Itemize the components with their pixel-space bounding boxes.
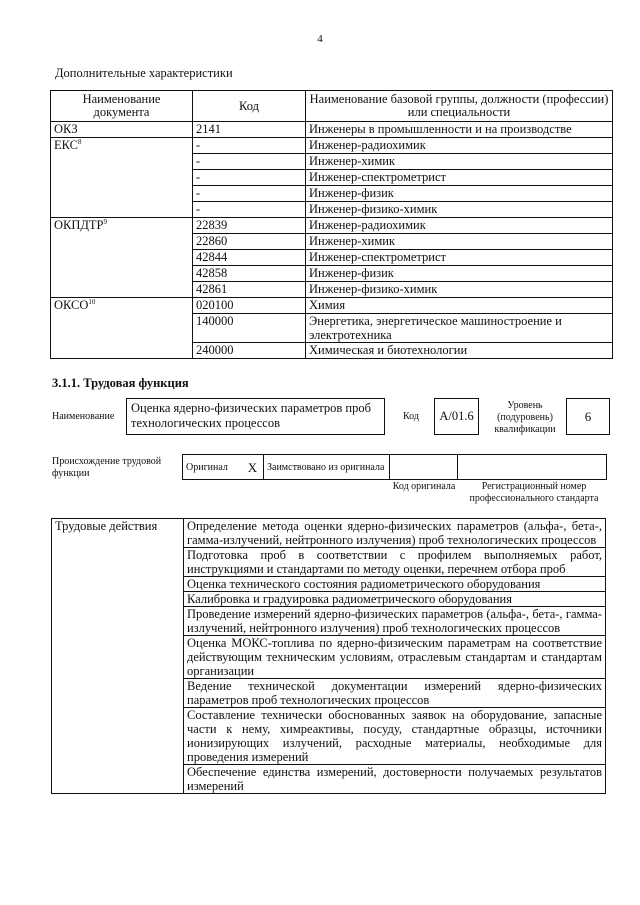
code-cell: - xyxy=(193,170,306,186)
labor-action-text: Составление технически обоснованных заявок на оборудование, запасные части к нему, химреактивы, посуду, стандартные образцы, источники ионизирующих излучений, расходные материалы, необходимые для проведения измерений xyxy=(184,708,606,765)
code-cell: - xyxy=(193,186,306,202)
group-name-cell: Инженер-спектрометрист xyxy=(306,250,613,266)
list-item xyxy=(52,592,606,607)
labor-action-text: Обеспечение единства измерений, достоверности получаемых результатов измерений xyxy=(184,765,606,794)
code-cell: 22860 xyxy=(193,234,306,250)
group-name-cell: Химия xyxy=(306,298,613,314)
group-name-cell: Инженер-химик xyxy=(306,234,613,250)
code-cell: 42858 xyxy=(193,266,306,282)
list-item xyxy=(52,708,606,765)
list-item xyxy=(52,765,606,794)
table-row xyxy=(51,343,613,359)
table-row xyxy=(51,138,613,154)
table-row xyxy=(51,282,613,298)
document-name-cell: ЕКС$^8$ xyxy=(51,138,193,154)
registration-number-caption: Регистрационный номер профессионального стандарта xyxy=(469,481,599,504)
registration-number-cell xyxy=(458,455,607,480)
list-item xyxy=(52,577,606,592)
code-cell: 020100 xyxy=(193,298,306,314)
table-row xyxy=(51,170,613,186)
function-code-box: A/01.6 xyxy=(434,398,479,435)
list-item xyxy=(52,607,606,636)
table-row xyxy=(51,314,613,343)
function-name-box: Оценка ядерно-физических параметров проб технологических процессов xyxy=(126,398,385,435)
table-row xyxy=(51,234,613,250)
document-name-cell: ОКСО$^{10}$ xyxy=(51,298,193,314)
table-row xyxy=(51,202,613,218)
labor-action-text: Проведение измерений ядерно-физических параметров (альфа-, бета-, гамма-излучений, нейтронного излучения) проб технологических процессов xyxy=(184,607,606,636)
extra-characteristics-table xyxy=(50,90,613,359)
code-cell: 22839 xyxy=(193,218,306,234)
header-code: Код xyxy=(193,91,306,122)
labor-action-text: Оценка МОКС-топлива по ядерно-физическим параметрам на соответствие действующим техническим условиям, отраслевым стандартам и стандартам организации xyxy=(184,636,606,679)
labor-actions-label-cell xyxy=(52,577,184,592)
labor-actions-label-cell xyxy=(52,592,184,607)
group-name-cell: Инженер-спектрометрист xyxy=(306,170,613,186)
labor-actions-label-cell xyxy=(52,765,184,794)
extra-characteristics-heading: Дополнительные характеристики xyxy=(55,66,233,80)
group-name-cell: Энергетика, энергетическое машиностроение и электротехника xyxy=(306,314,613,343)
group-name-cell: Инженер-физик xyxy=(306,186,613,202)
document-name-cell xyxy=(51,343,193,359)
group-name-cell: Инженер-физик xyxy=(306,266,613,282)
document-name-cell xyxy=(51,266,193,282)
labor-actions-label-cell: Трудовые действия xyxy=(52,519,184,548)
table-row xyxy=(51,122,613,138)
document-name-cell xyxy=(51,282,193,298)
document-name-cell xyxy=(51,202,193,218)
labor-action-text: Оценка технического состояния радиометрического оборудования xyxy=(184,577,606,592)
origin-label: Происхождение трудовой функции xyxy=(52,456,162,479)
code-cell: 42861 xyxy=(193,282,306,298)
table-row xyxy=(51,218,613,234)
group-name-cell: Инженеры в промышленности и на производстве xyxy=(306,122,613,138)
table-row xyxy=(51,154,613,170)
list-item xyxy=(52,519,606,548)
labor-actions-label-cell xyxy=(52,636,184,679)
labor-actions-label-cell xyxy=(52,607,184,636)
borrowed-cell: Заимствовано из оригинала xyxy=(264,455,390,480)
original-mark: X xyxy=(242,455,264,480)
group-name-cell: Инженер-химик xyxy=(306,154,613,170)
labor-actions-label-cell xyxy=(52,679,184,708)
labor-function-title: 3.1.1. Трудовая функция xyxy=(52,376,189,390)
code-cell: 42844 xyxy=(193,250,306,266)
document-name-cell: ОКЗ xyxy=(51,122,193,138)
table-row xyxy=(51,186,613,202)
code-original-caption: Код оригинала xyxy=(392,481,456,492)
code-cell: - xyxy=(193,138,306,154)
group-name-cell: Инженер-физико-химик xyxy=(306,202,613,218)
code-cell: - xyxy=(193,154,306,170)
original-cell: Оригинал xyxy=(183,455,243,480)
list-item xyxy=(52,548,606,577)
code-label: Код xyxy=(403,411,419,422)
labor-actions-label-cell xyxy=(52,548,184,577)
labor-action-text: Подготовка проб в соответствии с профилем выполняемых работ, инструкциями и стандартами по методу оценки, перечнем отбора проб xyxy=(184,548,606,577)
level-label: Уровень (подуровень) квалификации xyxy=(494,400,556,435)
list-item xyxy=(52,679,606,708)
document-name-cell xyxy=(51,170,193,186)
group-name-cell: Инженер-радиохимик xyxy=(306,218,613,234)
labor-action-text: Калибровка и градуировка радиометрического оборудования xyxy=(184,592,606,607)
table-header-row xyxy=(51,91,613,122)
page-number: 4 xyxy=(317,33,323,45)
list-item xyxy=(52,636,606,679)
labor-actions-label-cell xyxy=(52,708,184,765)
document-name-cell xyxy=(51,250,193,266)
document-name-cell xyxy=(51,154,193,170)
code-cell: - xyxy=(193,202,306,218)
header-group-name: Наименование базовой группы, должности (профессии) или специальности xyxy=(306,91,613,122)
group-name-cell: Химическая и биотехнологии xyxy=(306,343,613,359)
code-cell: 2141 xyxy=(193,122,306,138)
original-code-cell xyxy=(390,455,458,480)
table-row xyxy=(51,298,613,314)
labor-action-text: Ведение технической документации измерений ядерно-физических параметров проб технологических процессов xyxy=(184,679,606,708)
name-label: Наименование xyxy=(52,411,115,422)
document-name-cell xyxy=(51,186,193,202)
code-cell: 240000 xyxy=(193,343,306,359)
header-document-name: Наименование документа xyxy=(51,91,193,122)
labor-action-text: Определение метода оценки ядерно-физических параметров (альфа-, бета-, гамма-излучений, нейтронного излучения) проб технологических процессов xyxy=(184,519,606,548)
document-name-cell xyxy=(51,234,193,250)
origin-table xyxy=(182,454,607,480)
document-name-cell xyxy=(51,314,193,343)
labor-actions-table xyxy=(51,518,606,794)
group-name-cell: Инженер-радиохимик xyxy=(306,138,613,154)
document-name-cell: ОКПДТР$^9$ xyxy=(51,218,193,234)
code-cell: 140000 xyxy=(193,314,306,343)
level-box: 6 xyxy=(566,398,610,435)
table-row xyxy=(51,266,613,282)
table-row xyxy=(51,250,613,266)
group-name-cell: Инженер-физико-химик xyxy=(306,282,613,298)
